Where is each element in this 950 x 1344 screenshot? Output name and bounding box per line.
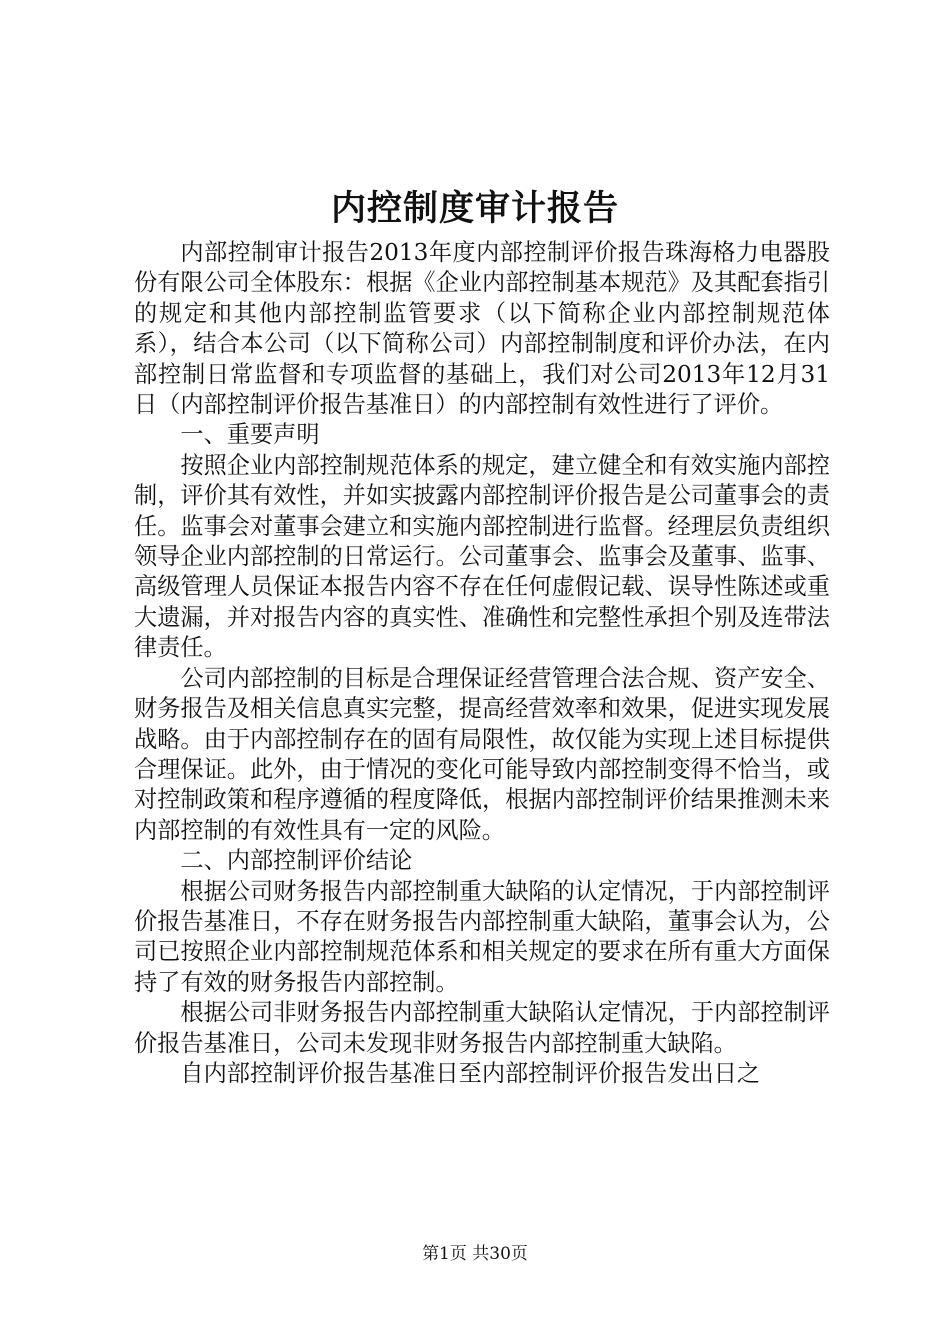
page-number-footer: 第1页 共30页 bbox=[422, 1244, 528, 1264]
paragraph-responsibility: 按照企业内部控制规范体系的规定，建立健全和有效实施内部控制，评价其有效性，并如实披露内部控制评价报告是公司董事会的责任。监事会对董事会建立和实施内部控制进行监督。经理层负责组织领导企业内部控制的日常运行。公司董事会、监事会及董事、监事、高级管理人员保证本报告内容不存在任何虚假记载、误导性陈述或重大遗漏，并对报告内容的真实性、准确性和完整性承担个别及连带法律责任。 bbox=[134, 451, 830, 662]
section-heading-important-statement: 一、重要声明 bbox=[180, 421, 320, 449]
document-title: 内控制度审计报告 bbox=[330, 188, 619, 229]
document-body bbox=[134, 238, 830, 1089]
paragraph-financial-conclusion: 根据公司财务报告内部控制重大缺陷的认定情况，于内部控制评价报告基准日，不存在财务报告内部控制重大缺陷，董事会认为，公司已按照企业内部控制规范体系和相关规定的要求在所有重大方面保持了有效的财务报告内部控制。 bbox=[134, 877, 830, 996]
paragraph-objectives: 公司内部控制的目标是合理保证经营管理合法合规、资产安全、财务报告及相关信息真实完整，提高经营效率和效果，促进实现发展战略。由于内部控制存在的固有局限性，故仅能为实现上述目标提供合理保证。此外，由于情况的变化可能导致内部控制变得不恰当，或对控制政策和程序遵循的程度降低，根据内部控制评价结果推测未来内部控制的有效性具有一定的风险。 bbox=[134, 664, 830, 844]
paragraph-intro: 内部控制审计报告2013年度内部控制评价报告珠海格力电器股份有限公司全体股东：根据《企业内部控制基本规范》及其配套指引的规定和其他内部控制监管要求（以下简称企业内部控制规范体系），结合本公司（以下简称公司）内部控制制度和评价办法，在内部控制日常监督和专项监督的基础上，我们对公司2013年12月31日（内部控制评价报告基准日）的内部控制有效性进行了评价。 bbox=[134, 239, 830, 419]
section-heading-conclusion: 二、内部控制评价结论 bbox=[180, 847, 413, 875]
paragraph-subsequent-period: 自内部控制评价报告基准日至内部控制评价报告发出日之 bbox=[180, 1059, 761, 1087]
paragraph-nonfinancial-conclusion: 根据公司非财务报告内部控制重大缺陷认定情况，于内部控制评价报告基准日，公司未发现非财务报告内部控制重大缺陷。 bbox=[134, 999, 830, 1057]
